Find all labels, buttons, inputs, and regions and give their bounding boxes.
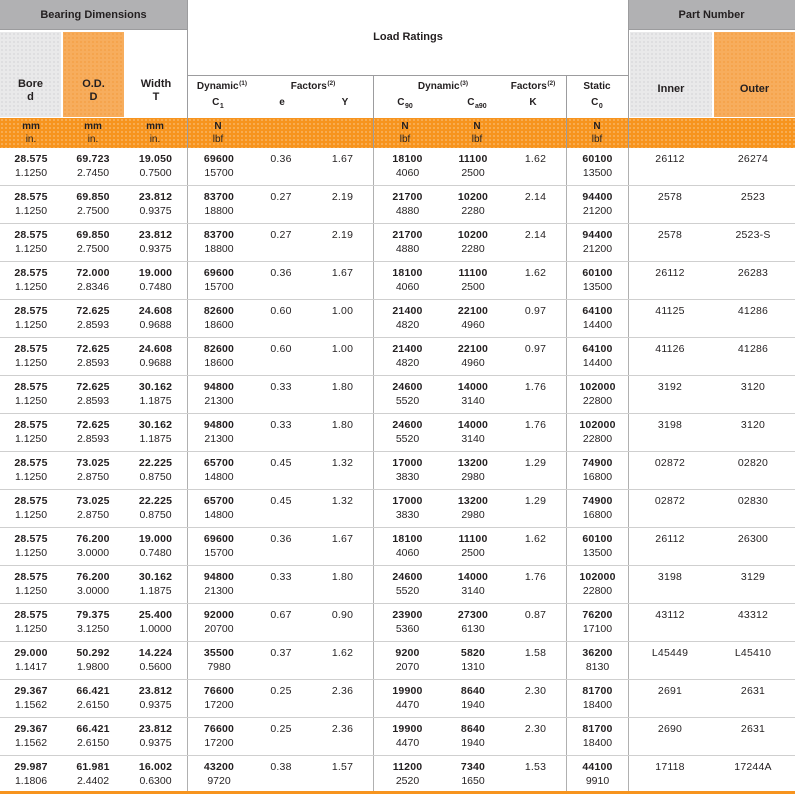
- subheader-c1: $C_1$: [212, 97, 224, 110]
- cell-e: 0.33: [270, 571, 292, 583]
- cell-ca90_n: 14000 3140: [457, 381, 489, 407]
- width-symbol: T: [152, 91, 160, 103]
- cell-c1_n: 94800 21300: [187, 376, 250, 413]
- cell-c1_n: 82600 18600: [187, 338, 250, 375]
- cell-inner: 41125: [628, 300, 711, 337]
- unit-c90: N lbf: [399, 121, 411, 145]
- cell-c90_n: 17000 3830: [373, 452, 441, 489]
- cell-e: 0.60: [270, 343, 292, 355]
- cell-T_mm: 23.812 0.9375: [138, 723, 173, 749]
- cell-c0_n: 60100 13500: [566, 262, 628, 299]
- cell-e: 0.36: [270, 533, 292, 545]
- cell-c0_n: 60100 13500: [566, 148, 628, 185]
- cell-c90_n: 21700 4880: [373, 186, 441, 223]
- cell-y: 1.62: [331, 647, 354, 659]
- cell-c1_n: 69600 15700: [187, 148, 250, 185]
- cell-T_mm: 23.812 0.9375: [138, 229, 173, 255]
- cell-k: 1.29: [524, 495, 547, 507]
- cell-y: 1.32: [331, 495, 354, 507]
- divider-dynamic1-dynamic3: [373, 75, 374, 148]
- od-symbol: D: [89, 91, 98, 103]
- cell-k: 0.97: [524, 305, 547, 317]
- cell-d_mm: 28.575 1.1250: [14, 267, 48, 293]
- cell-c1_n: 82600 18600: [187, 300, 250, 337]
- cell-D_mm: 69.850 2.7500: [76, 229, 110, 255]
- cell-c1_n: 65700 14800: [187, 452, 250, 489]
- cell-k: 2.30: [524, 723, 547, 735]
- cell-ca90_n: 14000 3140: [457, 571, 489, 597]
- cell-ca90_n: 13200 2980: [457, 495, 489, 521]
- cell-D_mm: 73.025 2.8750: [76, 457, 110, 483]
- cell-d_mm: 28.575 1.1250: [14, 571, 48, 597]
- cell-D_mm: 69.723 2.7450: [76, 153, 110, 179]
- cell-inner: 26112: [628, 148, 711, 185]
- outer-label: Outer: [739, 83, 770, 95]
- cell-d_mm: 28.575 1.1250: [14, 229, 48, 255]
- bearing-dimensions-band: [0, 0, 187, 30]
- cell-c0_n: 74900 16800: [566, 490, 628, 527]
- table-row: [0, 452, 795, 490]
- cell-outer: 3120: [740, 419, 766, 431]
- cell-k: 2.30: [524, 685, 547, 697]
- subheader-factors-k: Factors$^{(2)}$: [510, 80, 556, 92]
- cell-c90_n: 21700 4880: [373, 224, 441, 261]
- cell-d_mm: 28.575 1.1250: [14, 381, 48, 407]
- table-row: [0, 604, 795, 642]
- subheader-k: K: [529, 97, 537, 108]
- cell-outer: 2523-S: [735, 229, 771, 241]
- cell-e: 0.38: [270, 761, 292, 773]
- subheader-c90: $C_{90}$: [397, 97, 413, 110]
- cell-T_mm: 30.162 1.1875: [138, 571, 173, 597]
- cell-D_mm: 69.850 2.7500: [76, 191, 110, 217]
- cell-outer: L45410: [734, 647, 772, 659]
- cell-e: 0.36: [270, 267, 292, 279]
- cell-T_mm: 14.224 0.5600: [138, 647, 173, 673]
- cell-k: 0.97: [524, 343, 547, 355]
- cell-D_mm: 76.200 3.0000: [76, 571, 110, 597]
- cell-outer: 3120: [740, 381, 766, 393]
- cell-y: 1.57: [331, 761, 354, 773]
- cell-d_mm: 28.575 1.1250: [14, 609, 48, 635]
- cell-T_mm: 23.812 0.9375: [138, 685, 173, 711]
- cell-inner: 2578: [628, 186, 711, 223]
- cell-k: 1.62: [524, 533, 547, 545]
- cell-T_mm: 30.162 1.1875: [138, 419, 173, 445]
- cell-y: 1.00: [331, 305, 354, 317]
- unit-width: mm in.: [146, 121, 164, 145]
- subheader-c0: $C_0$: [591, 97, 603, 110]
- cell-inner: 3198: [628, 414, 711, 451]
- cell-c1_n: 65700 14800: [187, 490, 250, 527]
- cell-outer: 3129: [740, 571, 766, 583]
- cell-D_mm: 72.625 2.8593: [76, 381, 110, 407]
- cell-D_mm: 66.421 2.6150: [76, 723, 110, 749]
- cell-outer: 02830: [737, 495, 769, 507]
- column-header-inner: [630, 32, 712, 117]
- divider-loadratings-partnumber: [628, 0, 629, 148]
- bore-label: Bore: [17, 78, 44, 90]
- cell-c1_n: 83700 18800: [187, 186, 250, 223]
- cell-c0_n: 81700 18400: [566, 718, 628, 755]
- cell-e: 0.27: [270, 191, 292, 203]
- cell-e: 0.60: [270, 305, 292, 317]
- cell-k: 1.53: [524, 761, 547, 773]
- table-row: [0, 186, 795, 224]
- cell-c0_n: 81700 18400: [566, 680, 628, 717]
- cell-c90_n: 24600 5520: [373, 376, 441, 413]
- cell-c0_n: 94400 21200: [566, 186, 628, 223]
- cell-d_mm: 28.575 1.1250: [14, 305, 48, 331]
- cell-y: 2.19: [331, 191, 354, 203]
- load-ratings-subheader: [187, 75, 628, 118]
- cell-inner: 43112: [628, 604, 711, 641]
- table-row: [0, 528, 795, 566]
- cell-c1_n: 94800 21300: [187, 566, 250, 603]
- cell-c90_n: 18100 4060: [373, 262, 441, 299]
- od-label: O.D.: [82, 78, 105, 90]
- cell-y: 1.80: [331, 381, 354, 393]
- cell-T_mm: 22.225 0.8750: [138, 495, 173, 521]
- cell-k: 1.29: [524, 457, 547, 469]
- cell-c0_n: 76200 17100: [566, 604, 628, 641]
- cell-y: 1.67: [331, 533, 354, 545]
- cell-inner: 3198: [628, 566, 711, 603]
- unit-c1: N lbf: [212, 121, 224, 145]
- cell-d_mm: 28.575 1.1250: [14, 191, 48, 217]
- table-body: [0, 148, 795, 794]
- part-number-band: [628, 0, 795, 30]
- cell-c90_n: 24600 5520: [373, 414, 441, 451]
- subheader-ca90: $C_{a90}$: [467, 97, 487, 110]
- cell-T_mm: 24.608 0.9688: [138, 343, 173, 369]
- cell-c90_n: 9200 2070: [373, 642, 441, 679]
- cell-outer: 17244A: [734, 761, 772, 773]
- cell-outer: 26300: [737, 533, 769, 545]
- cell-c1_n: 83700 18800: [187, 224, 250, 261]
- cell-T_mm: 22.225 0.8750: [138, 457, 173, 483]
- cell-T_mm: 30.162 1.1875: [138, 381, 173, 407]
- cell-k: 1.62: [524, 153, 547, 165]
- cell-ca90_n: 13200 2980: [457, 457, 489, 483]
- cell-T_mm: 16.002 0.6300: [138, 761, 173, 787]
- cell-e: 0.45: [270, 457, 292, 469]
- cell-ca90_n: 11100 2500: [458, 267, 488, 293]
- cell-D_mm: 72.625 2.8593: [76, 343, 110, 369]
- cell-c90_n: 23900 5360: [373, 604, 441, 641]
- cell-ca90_n: 10200 2280: [457, 229, 489, 255]
- cell-outer: 2523: [740, 191, 766, 203]
- cell-c90_n: 21400 4820: [373, 300, 441, 337]
- cell-D_mm: 76.200 3.0000: [76, 533, 110, 559]
- cell-d_mm: 28.575 1.1250: [14, 495, 48, 521]
- cell-inner: 26112: [628, 262, 711, 299]
- subheader-static: Static: [583, 81, 611, 92]
- cell-ca90_n: 14000 3140: [457, 419, 489, 445]
- cell-y: 2.19: [331, 229, 354, 241]
- cell-c1_n: 94800 21300: [187, 414, 250, 451]
- cell-ca90_n: 7340 1650: [460, 761, 486, 787]
- cell-D_mm: 72.625 2.8593: [76, 305, 110, 331]
- cell-ca90_n: 8640 1940: [460, 685, 486, 711]
- subheader-y: Y: [341, 97, 349, 108]
- cell-y: 1.80: [331, 419, 354, 431]
- cell-ca90_n: 27300 6130: [457, 609, 489, 635]
- cell-D_mm: 66.421 2.6150: [76, 685, 110, 711]
- cell-y: 1.67: [331, 267, 354, 279]
- load-ratings-title: Load Ratings: [373, 31, 443, 43]
- cell-inner: 26112: [628, 528, 711, 565]
- table-row: [0, 642, 795, 680]
- cell-D_mm: 72.625 2.8593: [76, 419, 110, 445]
- cell-T_mm: 25.400 1.0000: [138, 609, 173, 635]
- table-row: [0, 338, 795, 376]
- cell-D_mm: 79.375 3.1250: [76, 609, 110, 635]
- cell-d_mm: 29.367 1.1562: [14, 685, 48, 711]
- cell-c0_n: 64100 14400: [566, 300, 628, 337]
- cell-c90_n: 18100 4060: [373, 148, 441, 185]
- cell-ca90_n: 5820 1310: [460, 647, 486, 673]
- cell-inner: 3192: [628, 376, 711, 413]
- divider-dimensions-loadratings: [187, 0, 188, 148]
- cell-c0_n: 74900 16800: [566, 452, 628, 489]
- cell-c1_n: 35500 7980: [187, 642, 250, 679]
- cell-y: 1.80: [331, 571, 354, 583]
- cell-inner: 2691: [628, 680, 711, 717]
- cell-outer: 26283: [737, 267, 769, 279]
- cell-c90_n: 17000 3830: [373, 490, 441, 527]
- cell-c90_n: 18100 4060: [373, 528, 441, 565]
- cell-c90_n: 19900 4470: [373, 718, 441, 755]
- cell-D_mm: 73.025 2.8750: [76, 495, 110, 521]
- cell-y: 2.36: [331, 723, 354, 735]
- cell-T_mm: 23.812 0.9375: [138, 191, 173, 217]
- table-row: [0, 414, 795, 452]
- table-row: [0, 376, 795, 414]
- cell-T_mm: 19.000 0.7480: [138, 533, 173, 559]
- bore-symbol: d: [27, 91, 34, 103]
- cell-c1_n: 76600 17200: [187, 718, 250, 755]
- cell-e: 0.45: [270, 495, 292, 507]
- divider-factors-static: [566, 75, 567, 148]
- cell-ca90_n: 8640 1940: [460, 723, 486, 749]
- cell-e: 0.25: [270, 685, 292, 697]
- cell-c90_n: 19900 4470: [373, 680, 441, 717]
- cell-k: 1.76: [524, 419, 547, 431]
- subheader-e: e: [279, 97, 285, 108]
- cell-c0_n: 36200 8130: [566, 642, 628, 679]
- subheader-factors-ey: Factors$^{(2)}$: [290, 80, 336, 92]
- cell-outer: 26274: [737, 153, 769, 165]
- column-header-bore: [0, 32, 61, 117]
- cell-e: 0.37: [270, 647, 292, 659]
- cell-T_mm: 19.050 0.7500: [138, 153, 173, 179]
- cell-d_mm: 28.575 1.1250: [14, 457, 48, 483]
- cell-inner: 02872: [628, 452, 711, 489]
- cell-c0_n: 60100 13500: [566, 528, 628, 565]
- cell-y: 2.36: [331, 685, 354, 697]
- cell-c0_n: 102000 22800: [566, 376, 628, 413]
- cell-c0_n: 102000 22800: [566, 566, 628, 603]
- table-row: [0, 490, 795, 528]
- cell-ca90_n: 11100 2500: [458, 533, 488, 559]
- width-label: Width: [140, 78, 172, 90]
- subheader-dynamic3: Dynamic$^{(3)}$: [417, 80, 469, 92]
- load-ratings-band: [188, 0, 628, 74]
- cell-T_mm: 19.000 0.7480: [138, 267, 173, 293]
- cell-ca90_n: 10200 2280: [457, 191, 489, 217]
- cell-e: 0.67: [270, 609, 292, 621]
- cell-d_mm: 29.000 1.1417: [14, 647, 48, 673]
- cell-e: 0.33: [270, 419, 292, 431]
- table-row: [0, 262, 795, 300]
- cell-e: 0.36: [270, 153, 292, 165]
- cell-c1_n: 92000 20700: [187, 604, 250, 641]
- cell-T_mm: 24.608 0.9688: [138, 305, 173, 331]
- cell-outer: 2631: [740, 685, 766, 697]
- table-row: [0, 680, 795, 718]
- column-header-od: [63, 32, 124, 117]
- cell-k: 1.58: [524, 647, 547, 659]
- cell-e: 0.27: [270, 229, 292, 241]
- cell-d_mm: 28.575 1.1250: [14, 419, 48, 445]
- cell-outer: 02820: [737, 457, 769, 469]
- column-header-outer: [714, 32, 795, 117]
- cell-k: 0.87: [524, 609, 547, 621]
- cell-e: 0.33: [270, 381, 292, 393]
- cell-k: 2.14: [524, 191, 547, 203]
- cell-y: 1.32: [331, 457, 354, 469]
- inner-label: Inner: [657, 83, 685, 95]
- cell-y: 1.67: [331, 153, 354, 165]
- cell-ca90_n: 11100 2500: [458, 153, 488, 179]
- cell-c0_n: 44100 9910: [566, 756, 628, 793]
- cell-d_mm: 29.987 1.1806: [14, 761, 48, 787]
- table-header: [0, 0, 795, 148]
- cell-outer: 41286: [737, 343, 769, 355]
- cell-D_mm: 72.000 2.8346: [76, 267, 110, 293]
- bearing-dimensions-title: Bearing Dimensions: [40, 8, 147, 21]
- unit-od: mm in.: [84, 121, 102, 145]
- cell-ca90_n: 22100 4960: [457, 343, 489, 369]
- cell-inner: 41126: [628, 338, 711, 375]
- cell-c90_n: 21400 4820: [373, 338, 441, 375]
- cell-c1_n: 69600 15700: [187, 262, 250, 299]
- cell-inner: L45449: [628, 642, 711, 679]
- table-row: [0, 148, 795, 186]
- cell-outer: 41286: [737, 305, 769, 317]
- cell-inner: 02872: [628, 490, 711, 527]
- cell-k: 1.76: [524, 571, 547, 583]
- cell-inner: 2690: [628, 718, 711, 755]
- cell-d_mm: 29.367 1.1562: [14, 723, 48, 749]
- cell-y: 1.00: [331, 343, 354, 355]
- cell-e: 0.25: [270, 723, 292, 735]
- cell-outer: 43312: [737, 609, 769, 621]
- cell-c0_n: 102000 22800: [566, 414, 628, 451]
- table-row: [0, 756, 795, 794]
- part-number-title: Part Number: [678, 8, 745, 21]
- cell-k: 1.62: [524, 267, 547, 279]
- cell-ca90_n: 22100 4960: [457, 305, 489, 331]
- cell-d_mm: 28.575 1.1250: [14, 153, 48, 179]
- units-row: [0, 118, 795, 148]
- table-row: [0, 566, 795, 604]
- cell-d_mm: 28.575 1.1250: [14, 343, 48, 369]
- table-row: [0, 718, 795, 756]
- cell-c90_n: 11200 2520: [373, 756, 441, 793]
- unit-bore: mm in.: [22, 121, 40, 145]
- unit-c0: N lbf: [591, 121, 603, 145]
- table-row: [0, 224, 795, 262]
- cell-inner: 2578: [628, 224, 711, 261]
- cell-inner: 17118: [628, 756, 711, 793]
- cell-c0_n: 94400 21200: [566, 224, 628, 261]
- cell-k: 1.76: [524, 381, 547, 393]
- cell-c90_n: 24600 5520: [373, 566, 441, 603]
- cell-y: 0.90: [331, 609, 354, 621]
- cell-D_mm: 50.292 1.9800: [76, 647, 110, 673]
- cell-outer: 2631: [740, 723, 766, 735]
- subheader-dynamic1: Dynamic$^{(1)}$: [196, 80, 248, 92]
- cell-c1_n: 69600 15700: [187, 528, 250, 565]
- cell-d_mm: 28.575 1.1250: [14, 533, 48, 559]
- cell-k: 2.14: [524, 229, 547, 241]
- cell-c0_n: 64100 14400: [566, 338, 628, 375]
- cell-c1_n: 43200 9720: [187, 756, 250, 793]
- unit-ca90: N lbf: [471, 121, 483, 145]
- column-header-width: [126, 32, 186, 117]
- cell-c1_n: 76600 17200: [187, 680, 250, 717]
- table-row: [0, 300, 795, 338]
- cell-D_mm: 61.981 2.4402: [76, 761, 110, 787]
